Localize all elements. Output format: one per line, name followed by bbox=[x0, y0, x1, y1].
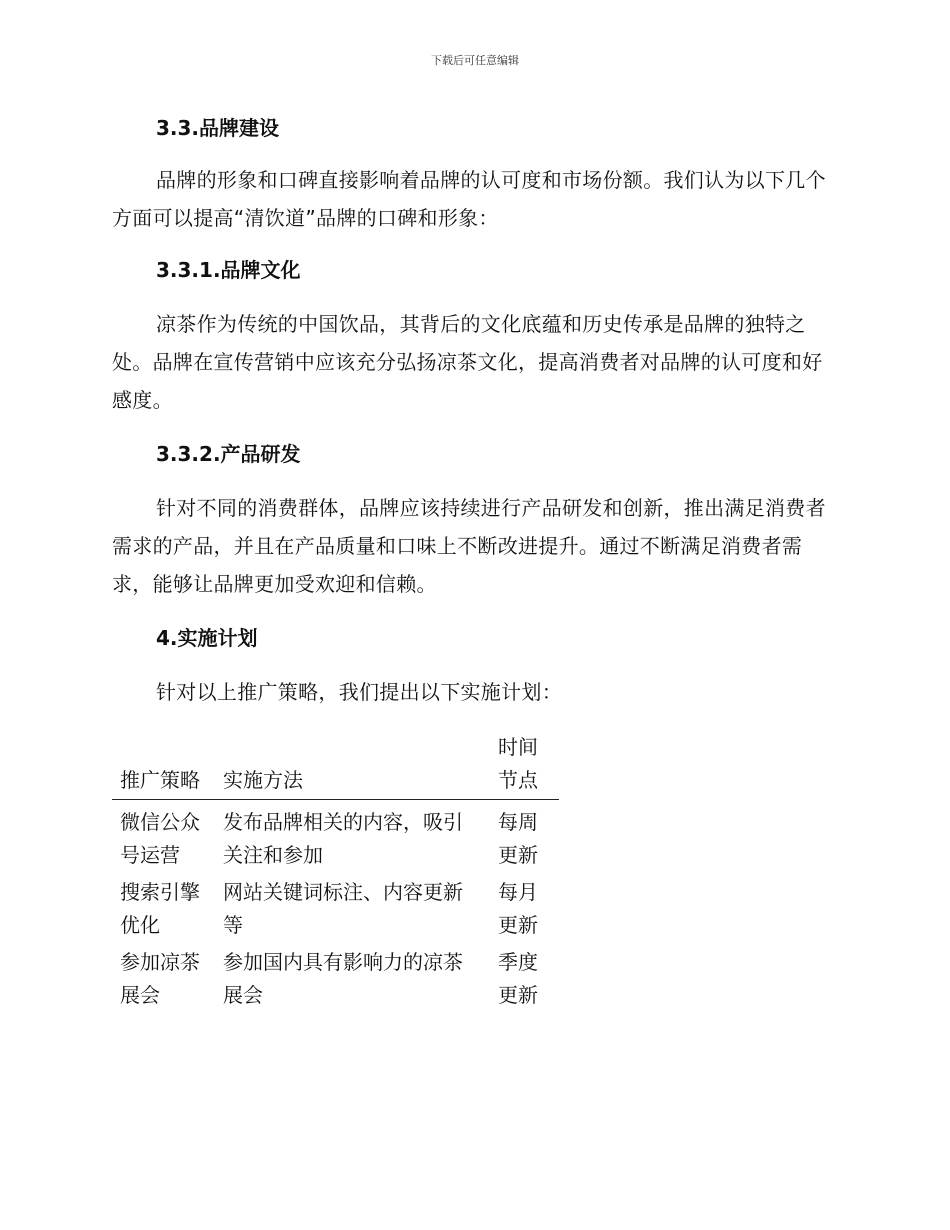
document-body bbox=[112, 113, 832, 1016]
section-heading-3-3-1: 3.3.1.品牌文化 bbox=[156, 258, 301, 282]
table-cell-method: 参加国内具有影响力的凉茶展会 bbox=[223, 950, 463, 1007]
table-cell-strategy: 参加凉茶展会 bbox=[120, 950, 200, 1007]
section-heading-3-3-2: 3.3.2.产品研发 bbox=[156, 442, 301, 466]
table-row bbox=[112, 876, 559, 946]
column-header-method: 实施方法 bbox=[215, 731, 490, 800]
table-cell-strategy: 搜索引擎优化 bbox=[120, 880, 200, 937]
section-paragraph-3-3: 品牌的形象和口碑直接影响着品牌的认可度和市场份额。我们认为以下几个方面可以提高“清饮道”品牌的口碑和形象： bbox=[112, 168, 826, 230]
implementation-plan-table bbox=[112, 731, 559, 1016]
section-paragraph-4: 针对以上推广策略，我们提出以下实施计划： bbox=[156, 680, 562, 704]
table-cell-method: 网站关键词标注、内容更新等 bbox=[223, 880, 463, 937]
page-header: 下载后可任意编辑 bbox=[431, 54, 519, 67]
table-row bbox=[112, 800, 559, 877]
table-cell-timing: 每月更新 bbox=[498, 880, 538, 937]
table-cell-timing: 每周更新 bbox=[498, 810, 538, 867]
section-paragraph-3-3-1: 凉茶作为传统的中国饮品，其背后的文化底蕴和历史传承是品牌的独特之处。品牌在宣传营销中应该充分弘扬凉茶文化，提高消费者对品牌的认可度和好感度。 bbox=[112, 312, 823, 412]
section-heading-4: 4.实施计划 bbox=[156, 626, 258, 650]
table-header-row bbox=[112, 731, 559, 800]
table-cell-strategy: 微信公众号运营 bbox=[120, 810, 200, 867]
section-heading-3-3: 3.3.品牌建设 bbox=[156, 116, 280, 140]
table-cell-timing: 季度更新 bbox=[498, 950, 538, 1007]
column-header-timing: 时间节点 bbox=[490, 731, 559, 800]
table-cell-method: 发布品牌相关的内容，吸引关注和参加 bbox=[223, 810, 463, 867]
section-paragraph-3-3-2: 针对不同的消费群体，品牌应该持续进行产品研发和创新，推出满足消费者需求的产品，并且在产品质量和口味上不断改进提升。通过不断满足消费者需求，能够让品牌更加受欢迎和信赖。 bbox=[112, 496, 826, 596]
column-header-strategy: 推广策略 bbox=[112, 731, 215, 800]
table-row bbox=[112, 946, 559, 1016]
